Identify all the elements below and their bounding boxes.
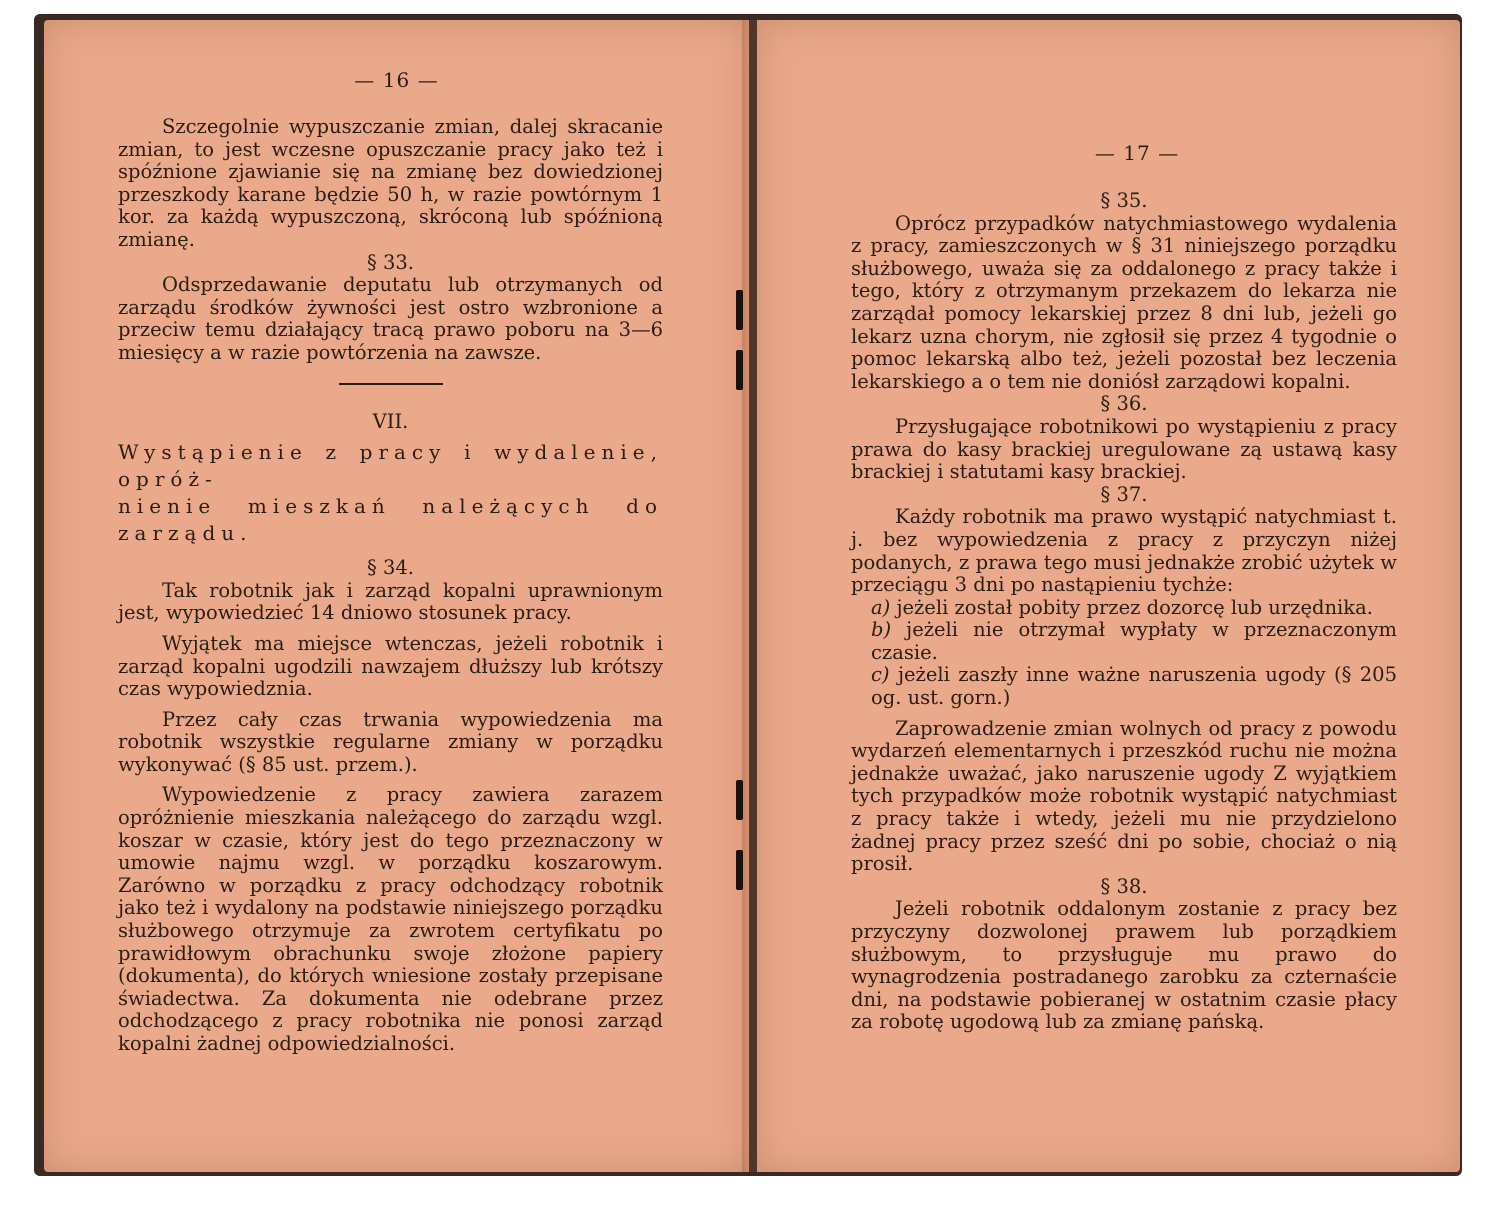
paragraph-33: Odsprzedawanie deputatu lub otrzymanych od zarządu środków żywności jest ostro wzbronione a przeciw temu działający tracą prawo poboru na 3—6 miesięcy a w razie powtórzenia na zawsze. [118, 273, 663, 364]
list-item-b: b) jeżeli nie otrzymał wypłaty w przeznaczonym czasie. [871, 618, 1398, 664]
section-37-heading: § 37. [1100, 482, 1148, 506]
section-33-heading: § 33. [367, 250, 414, 274]
paragraph-37: Każdy robotnik ma prawo wystąpić natychmiast t. j. bez wypowiedzenia z pracy z przyczyn niżej podanych, z prawa tego musi jednakże zrobić użytek w przeciągu 3 dni po nastąpieniu tychże: [851, 505, 1397, 597]
left-text-column [118, 116, 663, 1056]
binding-stitch [736, 850, 743, 890]
right-page [757, 20, 1460, 1172]
section-34-heading: § 34. [367, 556, 414, 580]
paragraph-35: Oprócz przypadków natychmiastowego wydalenia z pracy, zamieszczonych w § 31 niniejszego porządku służbowego, uważa się za oddalonego z pracy także i tego, który z otrzymanym przekazem do lekarza nie zarządał pomocy lekarskiej przez 8 dni lub, jeżeli go lekarz uzna chorym, nie zgłosił się przez 4 tygodnie o pomoc lekarską albo też, jeżeli pozostał bez leczenia lekarskiego a o tem nie doniósł zarządowi kopalni. [851, 211, 1397, 393]
paragraph-36: Przysługające robotnikowi po wystąpieniu z pracy prawa do kasy brackiej uregulowane zą ustawą kasy brackiej i statutami kasy brackiej. [851, 414, 1397, 484]
divider-rule [339, 383, 443, 385]
paragraph-34c: Przez cały czas trwania wypowiedzenia ma robotnik wszystkie regularne zmiany w porządku wykonywać (§ 85 ust. przem.). [118, 707, 663, 776]
binding-stitch [736, 290, 743, 330]
section-35-heading: § 35. [1100, 189, 1148, 212]
chapter-number: VII. [372, 409, 409, 433]
list-item-c: c) jeżeli zaszły inne ważne naruszenia ugody (§ 205 og. ust. gorn.) [871, 663, 1398, 710]
right-text-column [851, 190, 1397, 1034]
section-36-heading: § 36. [1100, 392, 1148, 416]
chapter-title-line-1: Wystąpienie z pracy i wydalenie, opróż- [118, 440, 663, 492]
paragraph-37b: Zaprowadzenie zmian wolnych od pracy z powodu wydarzeń elementarnych i przeszkód ruchu nie można jednakże uważać, jako naruszenie ugody Z wyjątkiem tych przypadków może robotnik wystąpić natychmiast z pracy także i wtedy, jeżeli mu nie przydzielono żadnej pracy przez sześć dni po sobie, chociaż o nią prosił. [851, 716, 1397, 876]
paragraph-34a: Tak robotnik jak i zarząd kopalni uprawnionym jest, wypowiedzieć 14 dniowo stosunek pracy. [118, 578, 663, 625]
paragraph-34b: Wyjątek ma miejsce wtenczas, jeżeli robotnik i zarząd kopalni ugodzili nawzajem dłuższy lub krótszy czas wypowiedznia. [118, 631, 663, 701]
chapter-title-line-2: nienie mieszkań należących do zarządu. [118, 494, 663, 546]
left-page [44, 20, 749, 1172]
page-number-16: — 16 — [354, 68, 439, 92]
paragraph-38: Jeżeli robotnik oddalonym zostanie z pracy bez przyczyny dozwolonej prawem lub porządkiem służbowym, to przysługuje mu prawo do wynagrodzenia postradanego zarobku za czternaście dni, na podstawie pobieranej w ostatnim czasie płacy za robotę ugodową lub za zmianę pańską. [851, 897, 1397, 1034]
list-item-a: a) jeżeli został pobity przez dozorcę lub urzędnika. [871, 595, 1373, 619]
page-number-17: — 17 — [1094, 141, 1180, 165]
binding-stitch [736, 780, 743, 820]
section-38-heading: § 38. [1100, 874, 1148, 898]
paragraph-shift-rules: Szczegolnie wypuszczanie zmian, dalej skracanie zmian, to jest wczesne opuszczanie pracy jako też i spóźnione zjawianie się na zmianę bez dowiedzionej przeszkody karane będzie 50 h, w razie powtórnym 1 kor. za każdą wypuszczoną, skróconą lub spóźnioną zmianę. [118, 115, 663, 251]
paragraph-34d: Wypowiedzenie z pracy zawiera zarazem opróżnienie mieszkania należącego do zarządu wzgl. koszar w czasie, który jest do tego przeznaczony w umowie najmu wzgl. w porządku koszarowym. Zarówno w porządku z pracy odchodzący robotnik jako też i wydalony na podstawie niniejszego porządku służbowego otrzymuje za zwrotem certyfikatu po prawidłowym obrachunku swoje złożone papiery (dokumenta), do których wniesione zostały przepisane świadectwa. Za dokumenta nie odebrane przez odchodzącego z pracy robotnika nie ponosi zarząd kopalni żadnej odpowiedzialności. [118, 783, 663, 1055]
binding-stitch [736, 350, 743, 390]
